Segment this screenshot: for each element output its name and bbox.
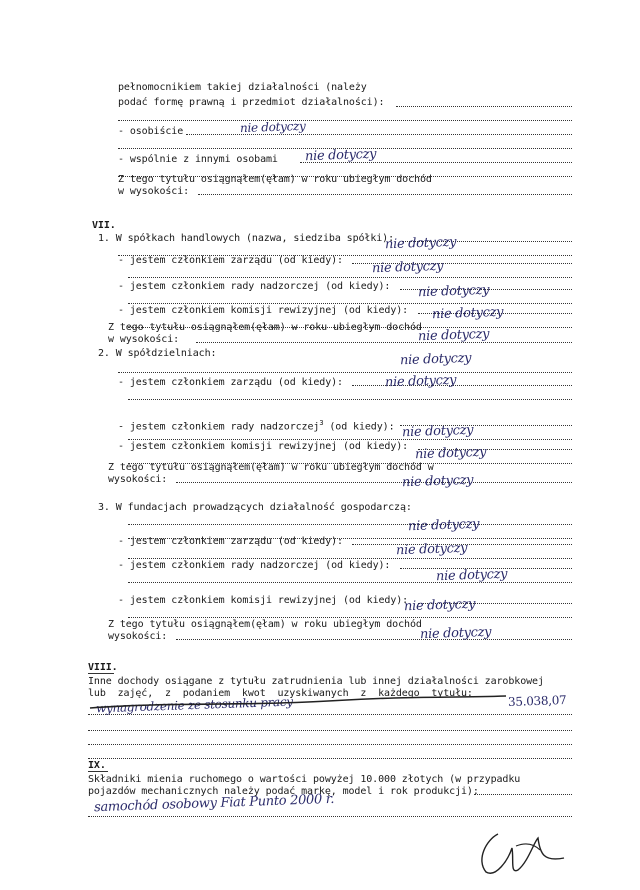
dotted-line: [88, 748, 572, 759]
dotted-line: [176, 472, 572, 483]
dotted-line: [88, 720, 572, 731]
dotted-line: [128, 267, 572, 278]
dotted-line: [196, 332, 572, 343]
dotted-line: [176, 629, 572, 640]
vii-p3-audit: - jestem członkiem komisji rewizyjnej (od kiedy):: [118, 595, 409, 606]
vii-p2-supervisory: - jestem członkiem rady nadzorczej$^3$ (od kiedy):: [118, 419, 395, 433]
vi-income-line2: w wysokości:: [118, 186, 190, 197]
heading-underline: [88, 771, 108, 772]
signature-scribble: [468, 820, 588, 880]
vi-personally-label: - osobiście: [118, 126, 184, 137]
vii-p3-board: - jestem członkiem zarządu (od kiedy):: [118, 536, 343, 547]
vii-p3-label: 3. W fundacjach prowadzących działalność gospodarczą:: [98, 502, 412, 513]
vi-personally-value: nie dotyczy: [239, 118, 306, 136]
vii-p1-label: 1. W spółkach handlowych (nazwa, siedziba spółki):: [98, 233, 395, 244]
vii-p2-supervisory-value: nie dotyczy: [401, 422, 474, 441]
vii-p2-value: nie dotyczy: [399, 350, 472, 369]
viii-value: wynagrodzenie ze stosunku pracy: [95, 694, 293, 716]
vii-p3-supervisory-value: nie dotyczy: [435, 566, 508, 585]
viii-heading: VIII.: [88, 662, 118, 673]
dotted-line: [128, 514, 572, 525]
vii-p3-value: nie dotyczy: [407, 516, 480, 535]
vii-p2-board-value: nie dotyczy: [384, 372, 457, 391]
strike-through-mark: [88, 694, 508, 714]
vi-line2: podać formę prawną i przedmiot działalności):: [118, 97, 385, 108]
viii-amount: 35.038,07: [507, 692, 567, 710]
ix-value: samochód osobowy Fiat Punto 2000 r.: [93, 791, 335, 816]
viii-line1: Inne dochody osiągane z tytułu zatrudnienia lub innej działalności zarobkowej: [88, 676, 544, 687]
dotted-line: [396, 96, 572, 107]
vii-p1-income-value: nie dotyczy: [417, 326, 490, 345]
vii-p1-audit-value: nie dotyczy: [431, 304, 504, 323]
vii-p1-supervisory-value: nie dotyczy: [417, 282, 490, 301]
dotted-line: [474, 784, 572, 795]
vii-p3-board-value: nie dotyczy: [395, 540, 468, 559]
vi-jointly-label: - wspólnie z innymi osobami: [118, 154, 278, 165]
ix-line1: Składniki mienia ruchomego o wartości powyżej 10.000 złotych (w przypadku: [88, 774, 521, 785]
vii-p3-audit-value: nie dotyczy: [403, 596, 476, 615]
ix-heading: IX.: [88, 760, 106, 771]
vi-income-line1: Z tego tytułu osiągnąłem(ęłam) w roku ubiegłym dochód: [118, 174, 432, 185]
vii-p2-label: 2. W spółdzielniach:: [98, 348, 217, 359]
dotted-line: [118, 362, 572, 373]
vii-p1-audit: - jestem członkiem komisji rewizyjnej (od kiedy):: [118, 305, 409, 316]
viii-line2: lub zajęć, z podaniem kwot uzyskiwanych z każdego tytułu:: [88, 688, 473, 699]
vi-jointly-value: nie dotyczy: [304, 146, 377, 165]
dotted-line: [128, 572, 572, 583]
vii-p2-audit-value: nie dotyczy: [414, 444, 487, 463]
vii-p1-board-value: nie dotyczy: [371, 258, 444, 277]
vii-heading: VII.: [92, 220, 116, 231]
dotted-line: [118, 110, 572, 121]
vii-p2-income1: Z tego tytułu osiągnąłem(ęłam) w roku ubiegłym dochód w: [108, 462, 434, 473]
heading-underline: [88, 673, 114, 674]
vii-p2-income-value: nie dotyczy: [401, 472, 474, 491]
vii-p1-income2: w wysokości:: [108, 334, 180, 345]
vi-line1: pełnomocnikiem takiej działalności (należy: [118, 82, 367, 93]
vii-p3-supervisory: - jestem członkiem rady nadzorczej (od kiedy):: [118, 560, 391, 571]
vii-p2-income2: wysokości:: [108, 474, 168, 485]
dotted-line: [128, 607, 572, 618]
dotted-line: [198, 184, 572, 195]
vii-p2-audit: - jestem członkiem komisji rewizyjnej (od kiedy):: [118, 441, 409, 452]
vii-p3-income2: wysokości:: [108, 631, 168, 642]
vii-p1-board: - jestem członkiem zarządu (od kiedy):: [118, 255, 343, 266]
vii-p1-income1: Z tego tytułu osiągnąłem(ęłam) w roku ubiegłym dochód: [108, 322, 422, 333]
ix-line2: pojazdów mechanicznych należy podać markę, model i rok produkcji):: [88, 786, 479, 797]
vii-p1-supervisory: - jestem członkiem rady nadzorczej (od kiedy):: [118, 281, 391, 292]
vii-p3-income-value: nie dotyczy: [419, 624, 492, 643]
dotted-line: [128, 389, 572, 400]
vii-p1-value: nie dotyczy: [384, 234, 457, 253]
vii-p2-board: - jestem członkiem zarządu (od kiedy):: [118, 377, 343, 388]
dotted-line: [88, 734, 572, 745]
vii-p3-income1: Z tego tytułu osiągnąłem(ęłam) w roku ubiegłym dochód: [108, 619, 422, 630]
